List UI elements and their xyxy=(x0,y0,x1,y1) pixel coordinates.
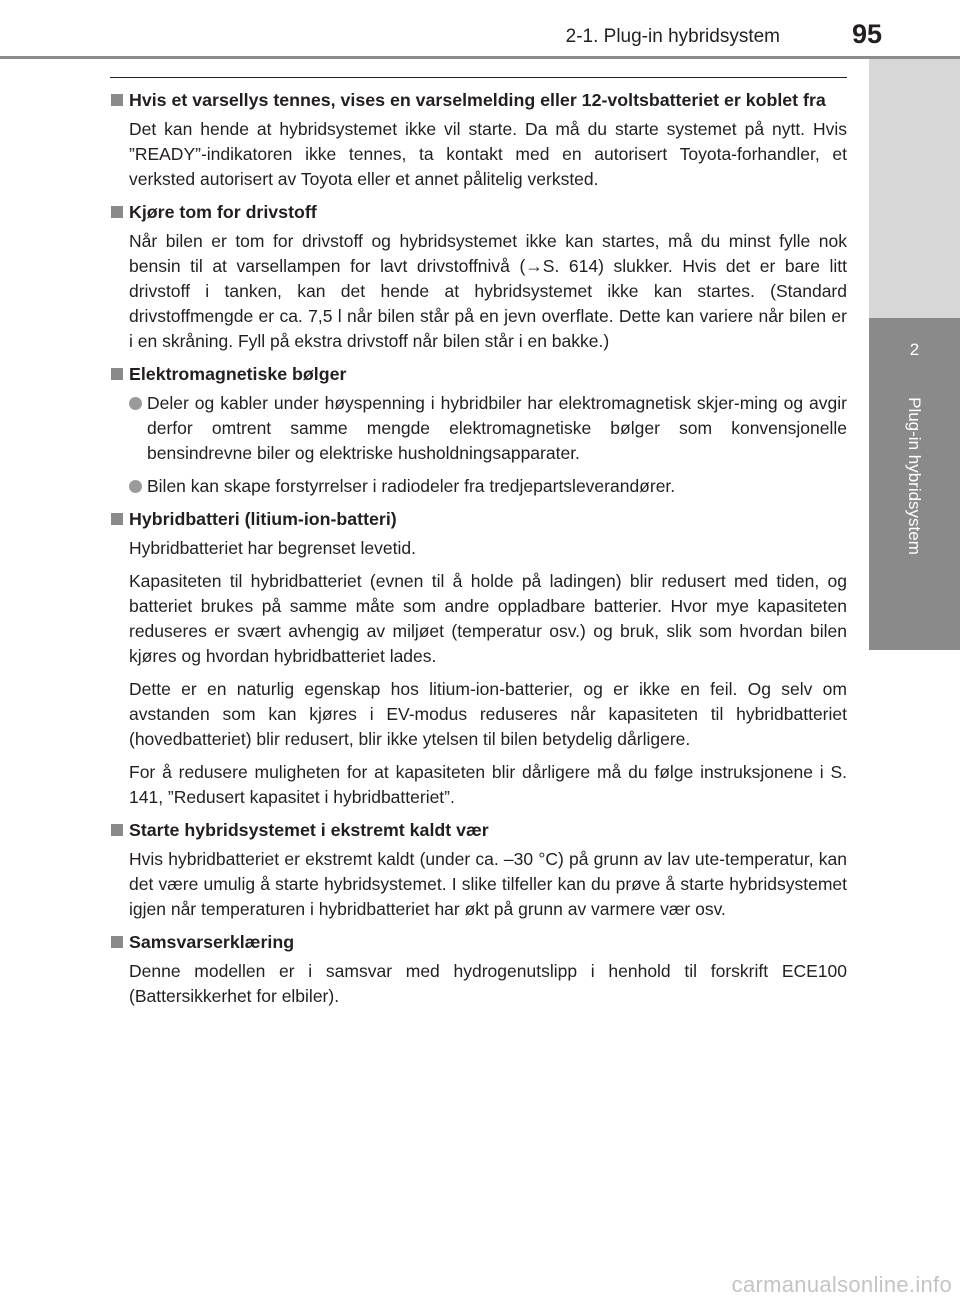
page-content xyxy=(110,88,847,1017)
section-heading-text: Kjøre tom for drivstoff xyxy=(129,202,317,222)
list-item-text: Bilen kan skape forstyrrelser i radiodeler fra tredjepartsleverandører. xyxy=(147,476,676,496)
list-item xyxy=(129,391,847,466)
chapter-tab-number: 2 xyxy=(909,340,920,359)
square-bullet-icon xyxy=(111,206,123,218)
body-paragraph: Dette er en naturlig egenskap hos litium-ion-batterier, og er ikke en feil. Og selv om avstanden som kan kjøres i EV-modus reduseres når kapasiteten til hybridbatteriet (hovedbatteriet) blir redusert, blir ikke ytelsen til bilen betydelig dårligere. xyxy=(129,679,847,749)
square-bullet-icon xyxy=(111,513,123,525)
section-hybrid-battery xyxy=(110,507,847,810)
square-bullet-icon xyxy=(111,824,123,836)
section-heading-text: Starte hybridsystemet i ekstremt kaldt vær xyxy=(129,820,489,840)
circle-bullet-icon xyxy=(129,480,142,493)
section-heading xyxy=(110,362,847,387)
header-rule xyxy=(0,56,960,59)
section-cold-start xyxy=(110,818,847,922)
circle-bullet-icon xyxy=(129,397,142,410)
body-paragraph: Denne modellen er i samsvar med hydrogenutslipp i henhold til forskrift ECE100 (Battersikkerhet for elbiler). xyxy=(129,961,847,1006)
square-bullet-icon xyxy=(111,936,123,948)
page-number: 95 xyxy=(851,19,882,49)
body-paragraph: Når bilen er tom for drivstoff og hybridsystemet ikke kan startes, må du minst fylle nok bensin til at varsellampen for lavt drivstoffnivå (→S. 614) slukker. Hvis det er bare litt drivstoff i tanken, kan det hende at hybridsystemet ikke kan startes. (Standard drivstoffmengde er ca. 7,5 l når bilen står på en jevn overflate. Dette kan variere når bilen er i en skråning. Fyll på ekstra drivstoff når bilen står i en bakke.) xyxy=(129,231,847,351)
section-electromagnetic-waves xyxy=(110,362,847,499)
section-heading-text: Elektromagnetiske bølger xyxy=(129,364,347,384)
section-heading-text: Hybridbatteri (litium-ion-batteri) xyxy=(129,509,397,529)
side-tab-upper xyxy=(869,59,960,318)
section-heading xyxy=(110,818,847,843)
list-item-text: Deler og kabler under høyspenning i hybridbiler har elektromagnetisk skjer-ming og avgir derfor omtrent samme mengde elektromagnetiske bølger som konvensjonelle bensindrevne biler og elektriske husholdningsapparater. xyxy=(147,393,847,463)
section-title-header: 2-1. Plug-in hybridsystem xyxy=(565,26,780,47)
list-item xyxy=(129,474,847,499)
site-watermark: carmanualsonline.info xyxy=(731,1272,952,1297)
section-heading xyxy=(110,507,847,532)
section-heading xyxy=(110,930,847,955)
body-paragraph: Hvis hybridbatteriet er ekstremt kaldt (under ca. –30 °C) på grunn av lav ute-temperatur, kan det være umulig å starte hybridsystemet. I slike tilfeller kan du prøve å starte hybridsystemet igjen når temperaturen i hybridbatteriet har økt på grunn av varmere vær osv. xyxy=(129,849,847,919)
body-paragraph: Det kan hende at hybridsystemet ikke vil starte. Da må du starte systemet på nytt. Hvis ”READY”-indikatoren ikke tennes, ta kontakt med en autorisert Toyota-forhandler, et verksted autorisert av Toyota eller et annet pålitelig verksted. xyxy=(129,119,847,189)
section-heading xyxy=(110,88,847,113)
square-bullet-icon xyxy=(111,368,123,380)
chapter-tab[interactable] xyxy=(869,318,960,650)
section-heading-text: Hvis et varsellys tennes, vises en varselmelding eller 12-voltsbatteriet er koblet fra xyxy=(129,90,826,110)
body-paragraph: Hybridbatteriet har begrenset levetid. xyxy=(129,538,416,558)
content-top-rule xyxy=(110,77,847,78)
body-paragraph: For å redusere muligheten for at kapasiteten blir dårligere må du følge instruksjonene i S. 141, ”Redusert kapasitet i hybridbatteriet”. xyxy=(129,762,847,807)
section-out-of-fuel xyxy=(110,200,847,354)
body-paragraph: Kapasiteten til hybridbatteriet (evnen til å holde på ladingen) blir redusert med tiden, og batteriet brukes på samme måte som andre oppladbare batterier. Hvor mye kapasiteten reduseres er svært avhengig av miljøet (temperatur osv.) og bruk, slik som hvordan bilen kjøres og hvordan hybridbatteriet lades. xyxy=(129,571,847,666)
header-band xyxy=(0,0,960,58)
section-heading xyxy=(110,200,847,225)
section-declaration xyxy=(110,930,847,1009)
chapter-tab-label: Plug-in hybridsystem xyxy=(905,397,924,555)
square-bullet-icon xyxy=(111,94,123,106)
section-heading-text: Samsvarserklæring xyxy=(129,932,295,952)
section-warning-light xyxy=(110,88,847,192)
